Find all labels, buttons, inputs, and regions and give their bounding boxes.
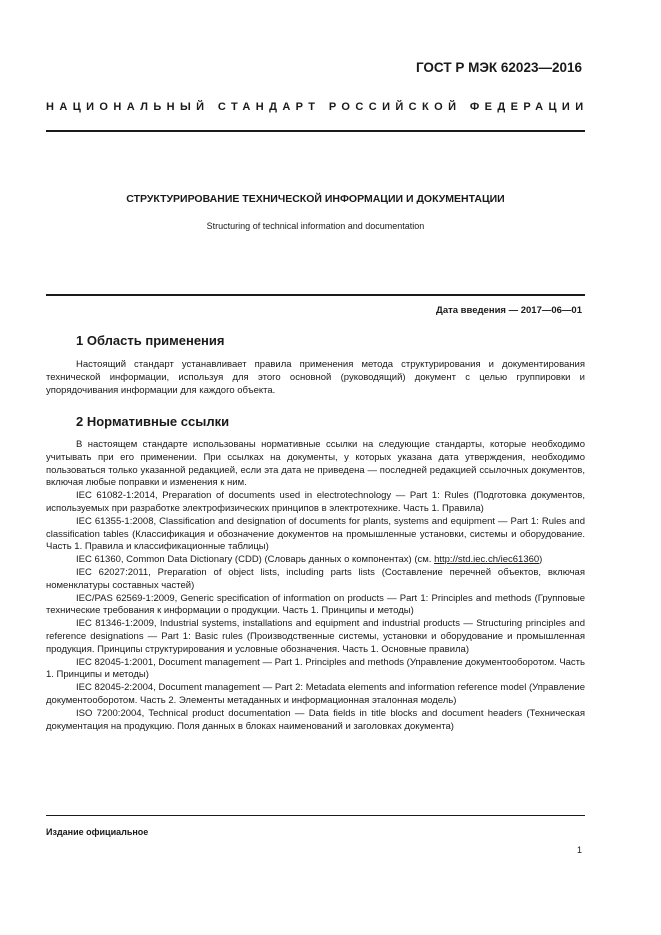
reference-item: IEC 62027:2011, Preparation of object lists, including parts lists (Составление перечней объектов, включая номенклатуры составных частей) — [46, 566, 585, 591]
reference-item — [46, 554, 585, 567]
top-divider — [46, 130, 585, 132]
document-title: СТРУКТУРИРОВАНИЕ ТЕХНИЧЕСКОЙ ИНФОРМАЦИИ И ДОКУМЕНТАЦИИ — [126, 193, 505, 205]
footer-divider — [46, 815, 585, 816]
section-2-body — [46, 439, 585, 733]
section-1-heading: 1 Область применения — [76, 333, 225, 348]
introduction-date: Дата введения — 2017—06—01 — [436, 305, 582, 316]
reference-item: IEC 61355-1:2008, Classification and designation of documents for plants, systems and equipment — Part 1: Rules and classification tables (Классификация и обозначение документов на промышленные установки, системы и оборудование. Часть 1. Правила и классификационные таблицы) — [46, 515, 585, 553]
iec61360-link[interactable]: http://std.iec.ch/iec61360 — [434, 554, 540, 566]
reference-text-end: ) — [539, 554, 543, 566]
document-number: ГОСТ Р МЭК 62023—2016 — [415, 60, 582, 75]
reference-item: IEC/PAS 62569-1:2009, Generic specification of information on products — Part 1: Principles and methods (Групповые технические требования к информации о продукции. Часть 1. Принципы и методы) — [46, 592, 585, 617]
reference-item: IEC 81346-1:2009, Industrial systems, installations and equipment and industrial products — Structuring principles and reference designations — Part 1: Basic rules (Производственные системы, установки и оборудование и промышленная продукция. Принципы структурирования и условные обозначения. Часть 1. Основные правила) — [46, 618, 585, 655]
reference-item: IEC 61082-1:2014, Preparation of documents used in electrotechnology — Part 1: Rules (Подготовка документов, используемых при разработке электрофизических принципов в электротехнике. Часть 1. Правила) — [46, 490, 585, 514]
reference-item: IEC 82045-2:2004, Document management — Part 2: Metadata elements and information reference model (Управление документооборотом. Часть 2. Элементы метаданных и информационная эталонная модель) — [46, 682, 585, 706]
page-number: 1 — [576, 845, 582, 855]
paragraph: Настоящий стандарт устанавливает правила применения метода структурирования и документирования технической информации, используя для этого основной (руководящий) документ с целью группировки и упорядочивания информации для каждого объекта. — [46, 359, 585, 396]
reference-item: ISO 7200:2004, Technical product documentation — Data fields in title blocks and document headers (Техническая документация на продукцию. Поля данных в блоках наименований и заголовках документа) — [46, 707, 585, 732]
section-2-heading: 2 Нормативные ссылки — [76, 414, 230, 429]
document-title-english: Structuring of technical information and documentation — [206, 221, 425, 231]
paragraph: В настоящем стандарте использованы нормативные ссылки на следующие стандарты, которые необходимо учитывать при его применении. При ссылках на документы, у которых указана дата утверждения, необходимо пользоваться только указанной редакцией, если эта дата не приведена — последней редакцией ссылочных документов, включая любые поправки и изменения к ним. — [46, 439, 585, 489]
national-standard-banner: НАЦИОНАЛЬНЫЙ СТАНДАРТ РОССИЙСКОЙ ФЕДЕРАЦИИ — [46, 101, 589, 113]
reference-item: IEC 82045-1:2001, Document management — Part 1. Principles and methods (Управление документооборотом. Часть 1. Принципы и методы) — [46, 656, 585, 681]
title-divider — [46, 294, 585, 296]
reference-text: IEC 61360, Common Data Dictionary (CDD) (Словарь данных о компонентах) (см. — [76, 554, 435, 566]
section-1-body — [46, 359, 585, 397]
edition-label: Издание официальное — [46, 827, 149, 837]
